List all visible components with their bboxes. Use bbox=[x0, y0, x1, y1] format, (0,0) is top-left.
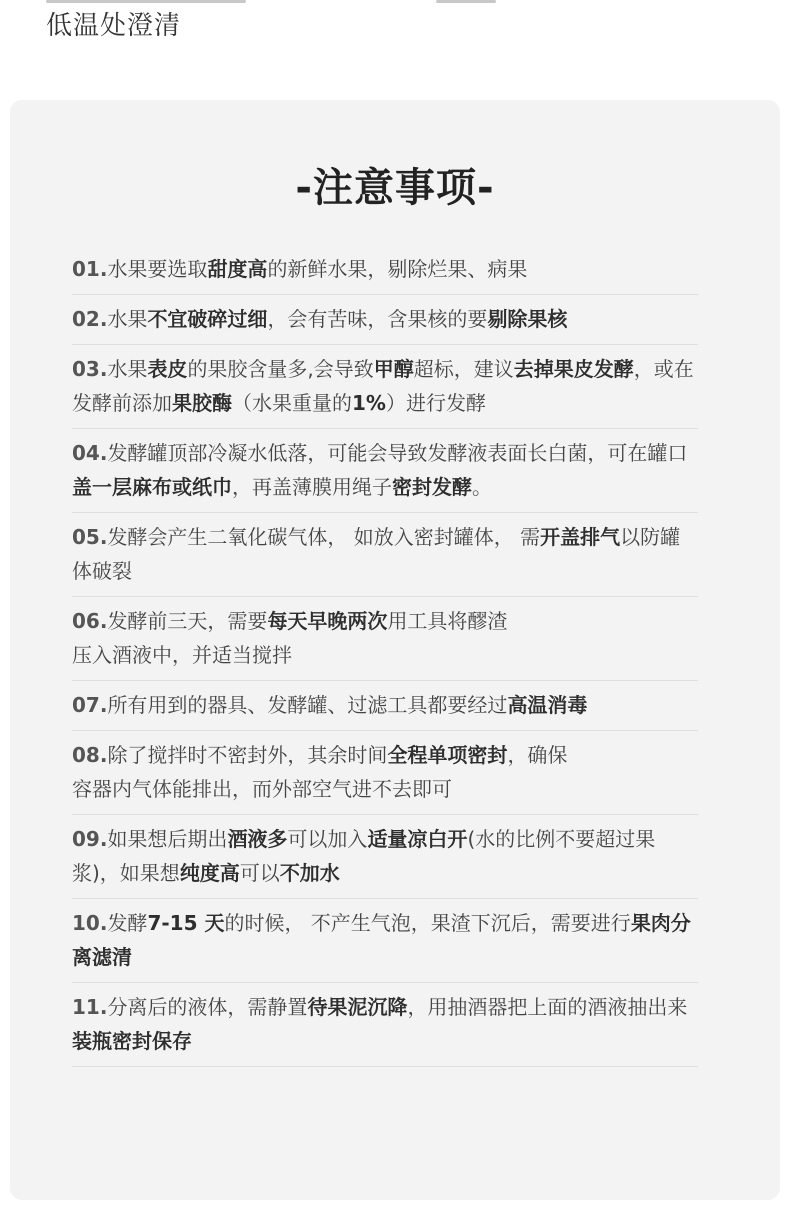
note-text: （水果重量的 bbox=[232, 391, 352, 415]
note-text: 以防罐体破裂 bbox=[72, 525, 681, 583]
note-text: 如果想后期出 bbox=[107, 827, 228, 851]
note-emphasis: 全程单项密封 bbox=[387, 743, 508, 767]
note-number: 02. bbox=[72, 307, 108, 331]
note-text: 分离后的液体，需静置 bbox=[107, 995, 308, 1019]
note-emphasis: 1% bbox=[352, 391, 386, 415]
top-cropped-text-fragment bbox=[40, 0, 560, 6]
note-text: 用工具将醪渣 bbox=[387, 609, 508, 633]
note-number: 05. bbox=[72, 525, 108, 549]
note-text: ，或在发酵前添加 bbox=[72, 357, 694, 415]
note-text: 水果 bbox=[107, 307, 148, 331]
note-emphasis: 去掉果皮发酵 bbox=[513, 357, 634, 381]
cropped-text-line bbox=[436, 0, 496, 3]
note-item bbox=[72, 513, 698, 597]
note-number: 08. bbox=[72, 743, 108, 767]
note-text: ，确保 bbox=[507, 743, 568, 767]
note-number: 04. bbox=[72, 441, 108, 465]
note-emphasis: 密封发酵 bbox=[392, 475, 472, 499]
note-text: (水的比例不要超过果浆)，如果想 bbox=[72, 827, 656, 885]
note-text: 发酵罐顶部冷凝水低落，可能会导致发酵液表面长白菌，可在罐口 bbox=[107, 441, 688, 465]
note-text: 可以 bbox=[239, 861, 280, 885]
note-emphasis: 剔除果核 bbox=[487, 307, 568, 331]
note-item bbox=[72, 245, 698, 295]
note-text: 发酵 bbox=[107, 911, 148, 935]
note-emphasis: 不宜破碎过细 bbox=[147, 307, 268, 331]
notes-list bbox=[72, 245, 698, 1067]
cropped-text-line bbox=[46, 0, 246, 3]
note-text: 压入酒液中，并适当搅拌 bbox=[72, 643, 292, 667]
note-emphasis: 7-15 天 bbox=[147, 911, 225, 935]
note-item bbox=[72, 899, 698, 983]
note-number: 03. bbox=[72, 357, 108, 381]
note-text: 的果胶含量多,会导致 bbox=[187, 357, 374, 381]
note-text: 容器内气体能排出，而外部空气进不去即可 bbox=[72, 777, 452, 801]
note-text: ，再盖薄膜用绳子 bbox=[232, 475, 392, 499]
note-emphasis: 装瓶密封保存 bbox=[72, 1029, 192, 1053]
note-item bbox=[72, 295, 698, 345]
note-text: ，会有苦味，含果核的要 bbox=[267, 307, 488, 331]
note-text: 发酵前三天，需要 bbox=[107, 609, 268, 633]
note-emphasis: 酒液多 bbox=[227, 827, 288, 851]
note-emphasis: 不加水 bbox=[279, 861, 340, 885]
note-item bbox=[72, 731, 698, 815]
note-emphasis: 甲醇 bbox=[373, 357, 414, 381]
note-number: 07. bbox=[72, 693, 108, 717]
note-emphasis: 适量凉白开 bbox=[367, 827, 468, 851]
note-item bbox=[72, 983, 698, 1067]
note-text: 水果 bbox=[107, 357, 148, 381]
note-emphasis: 高温消毒 bbox=[507, 693, 588, 717]
note-emphasis: 开盖排气 bbox=[540, 525, 621, 549]
note-emphasis: 表皮 bbox=[147, 357, 188, 381]
note-text: 除了搅拌时不密封外，其余时间 bbox=[107, 743, 388, 767]
note-text: 。 bbox=[472, 475, 492, 499]
note-number: 09. bbox=[72, 827, 108, 851]
note-text: ，用抽酒器把上面的酒液抽出来 bbox=[407, 995, 688, 1019]
note-text: 的时候， 不产生气泡，果渣下沉后，需要进行 bbox=[224, 911, 631, 935]
top-caption: 低温处澄清 bbox=[46, 11, 182, 41]
note-text: 超标，建议 bbox=[413, 357, 514, 381]
note-item bbox=[72, 815, 698, 899]
note-text: 发酵会产生二氧化碳气体， 如放入密封罐体， 需 bbox=[107, 525, 541, 549]
note-emphasis: 果胶酶 bbox=[172, 391, 232, 415]
note-emphasis: 纯度高 bbox=[179, 861, 240, 885]
note-emphasis: 甜度高 bbox=[207, 257, 268, 281]
note-number: 01. bbox=[72, 257, 108, 281]
note-emphasis: 每天早晚两次 bbox=[267, 609, 388, 633]
note-number: 10. bbox=[72, 911, 108, 935]
note-item bbox=[72, 429, 698, 513]
note-number: 06. bbox=[72, 609, 108, 633]
note-item bbox=[72, 681, 698, 731]
card-title: -注意事项- bbox=[295, 165, 495, 211]
note-emphasis: 果肉分离滤清 bbox=[72, 911, 691, 969]
note-emphasis: 盖一层麻布或纸巾 bbox=[72, 475, 232, 499]
note-text: 水果要选取 bbox=[107, 257, 208, 281]
note-item bbox=[72, 597, 698, 681]
note-text: 可以加入 bbox=[287, 827, 368, 851]
notes-card bbox=[10, 100, 780, 1200]
note-text: ）进行发酵 bbox=[385, 391, 486, 415]
note-number: 11. bbox=[72, 995, 108, 1019]
note-item bbox=[72, 345, 698, 429]
note-text: 的新鲜水果，剔除烂果、病果 bbox=[267, 257, 528, 281]
note-text: 所有用到的器具、发酵罐、过滤工具都要经过 bbox=[107, 693, 508, 717]
note-emphasis: 待果泥沉降 bbox=[307, 995, 408, 1019]
